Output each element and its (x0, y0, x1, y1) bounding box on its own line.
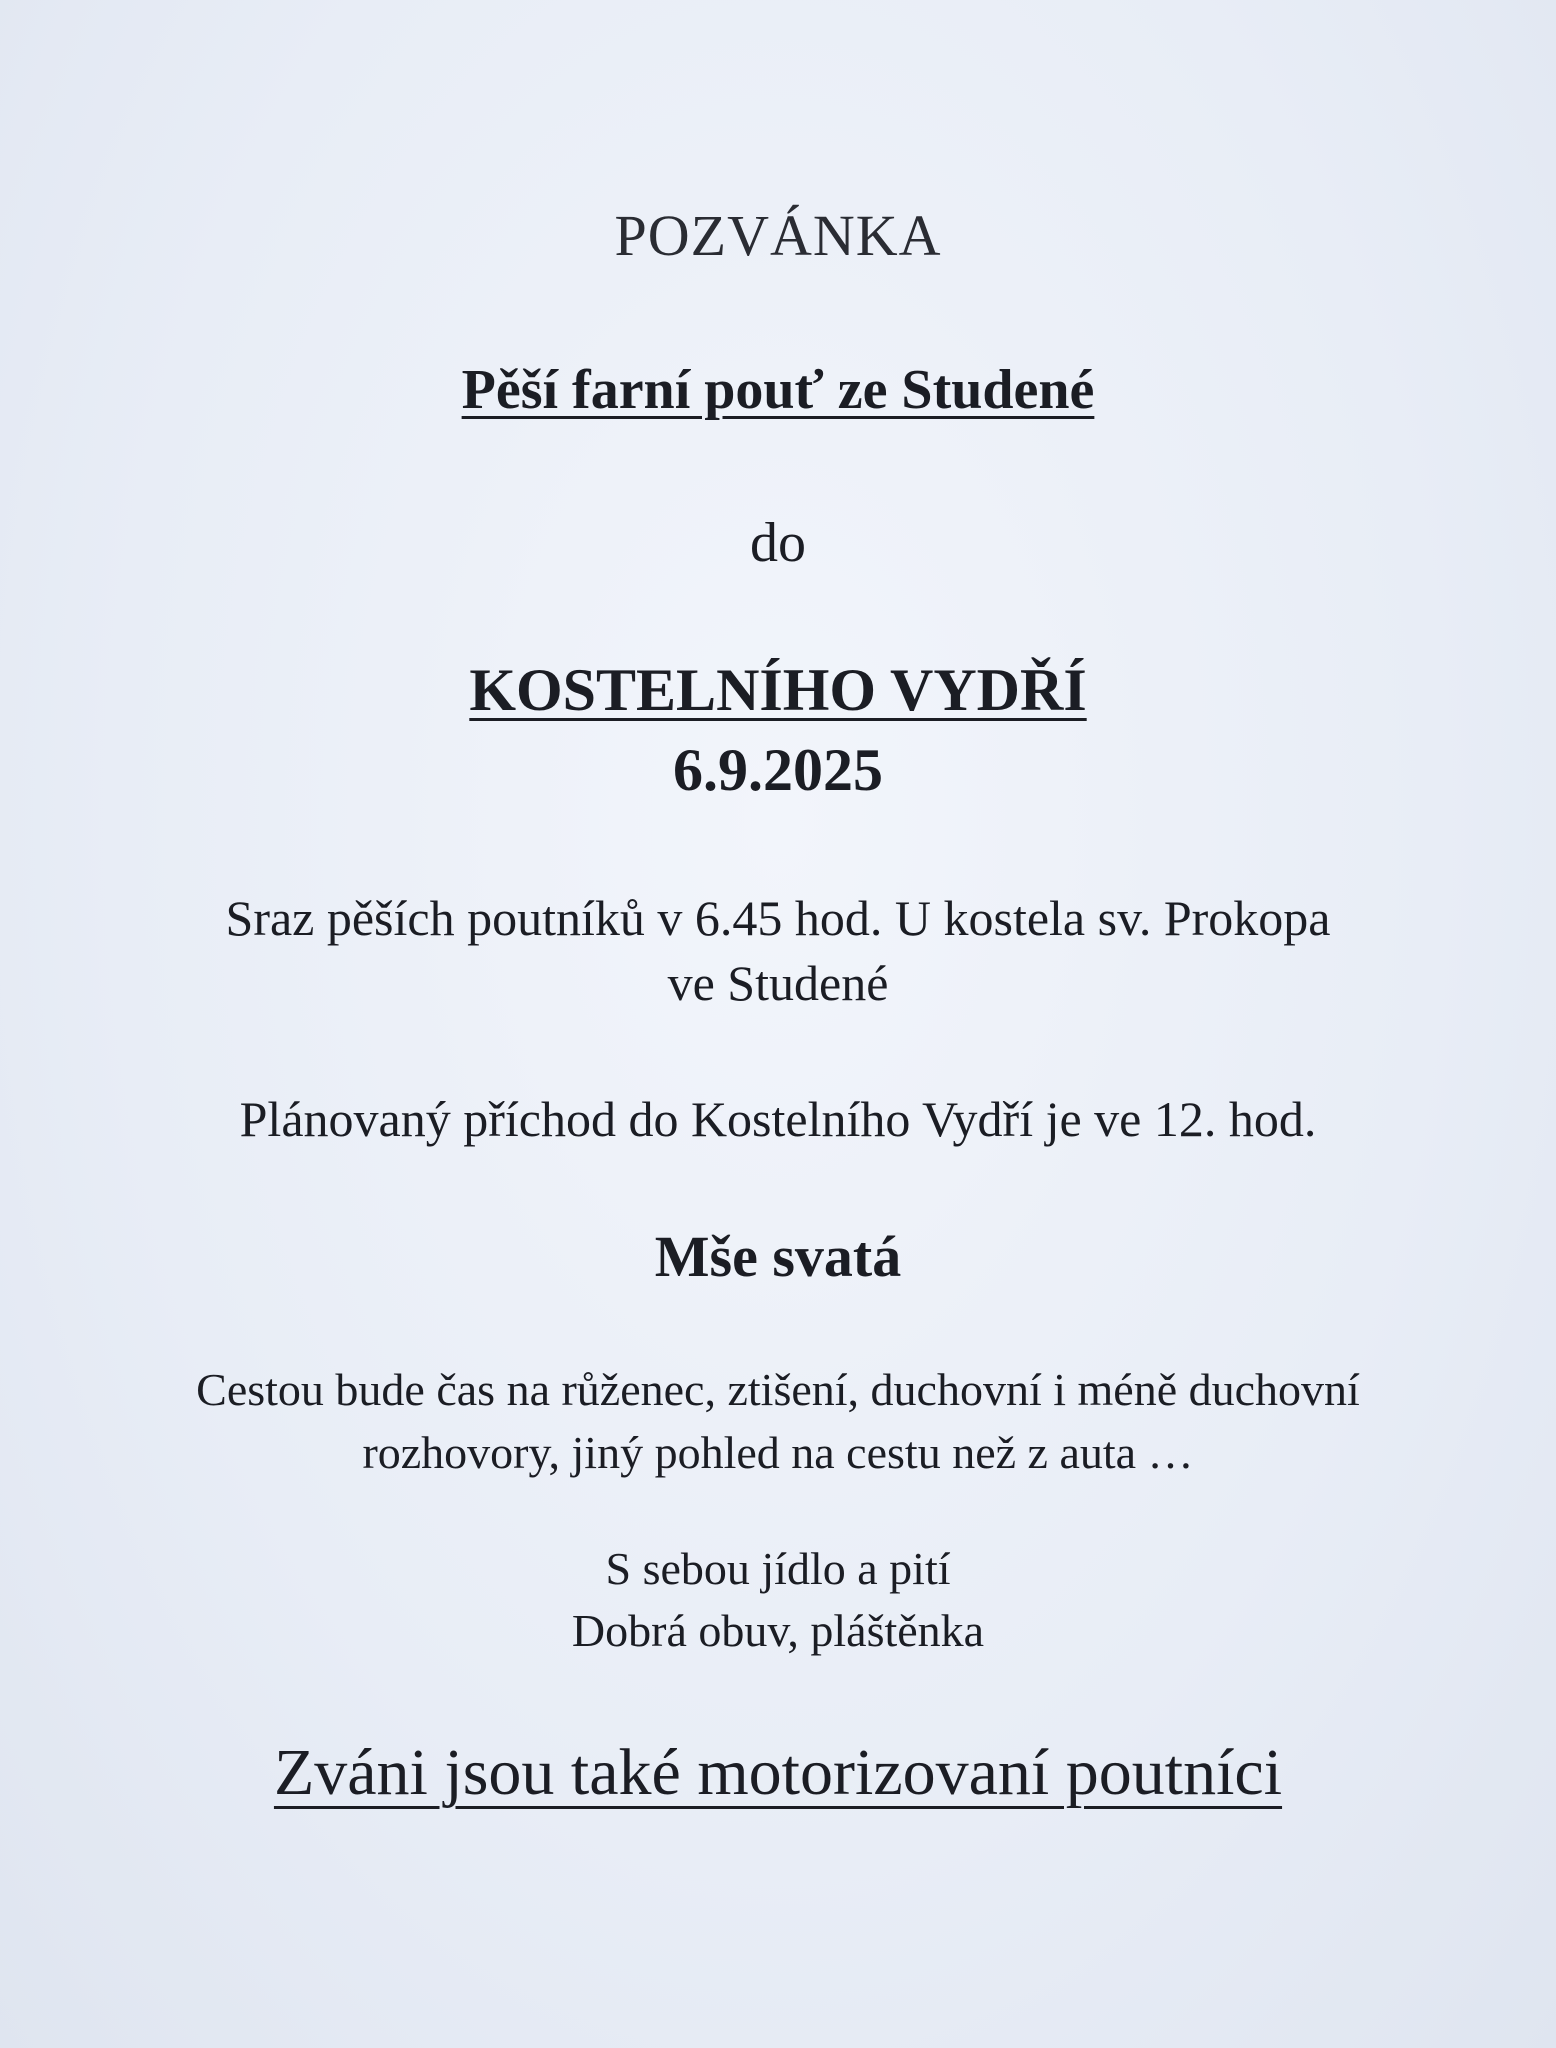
closing-invitation-text: Zváni jsou také motorizovaní poutníci (273, 1736, 1283, 1809)
bring-items-line-2: Dobrá obuv, pláštěnka (571, 1605, 985, 1656)
meeting-info-line-2: ve Studené (667, 955, 889, 1011)
arrival-info: Plánovaný příchod do Kostelního Vydří je ve 12. hod. (239, 1091, 1317, 1147)
pilgrimage-subtitle (0, 359, 1556, 421)
bring-items-line-1: S sebou jídlo a pití (605, 1543, 951, 1594)
preposition-to: do (750, 512, 806, 574)
event-date: 6.9.2025 (673, 737, 883, 803)
closing-invitation (0, 1736, 1556, 1809)
meeting-info-line-1: Sraz pěších poutníků v 6.45 hod. U kostela sv. Prokopa (225, 890, 1331, 946)
destination-heading (0, 657, 1556, 723)
pilgrimage-subtitle-text: Pěší farní pouť ze Studené (461, 359, 1095, 421)
destination-text: KOSTELNÍHO VYDŘÍ (469, 657, 1087, 723)
mass-heading: Mše svatá (654, 1224, 902, 1289)
journey-description-line-1: Cestou bude čas na růženec, ztišení, duchovní i méně duchovní (196, 1364, 1360, 1415)
invitation-heading: POZVÁNKA (614, 203, 942, 268)
journey-description-line-2: rozhovory, jiný pohled na cestu než z auta … (362, 1427, 1194, 1478)
